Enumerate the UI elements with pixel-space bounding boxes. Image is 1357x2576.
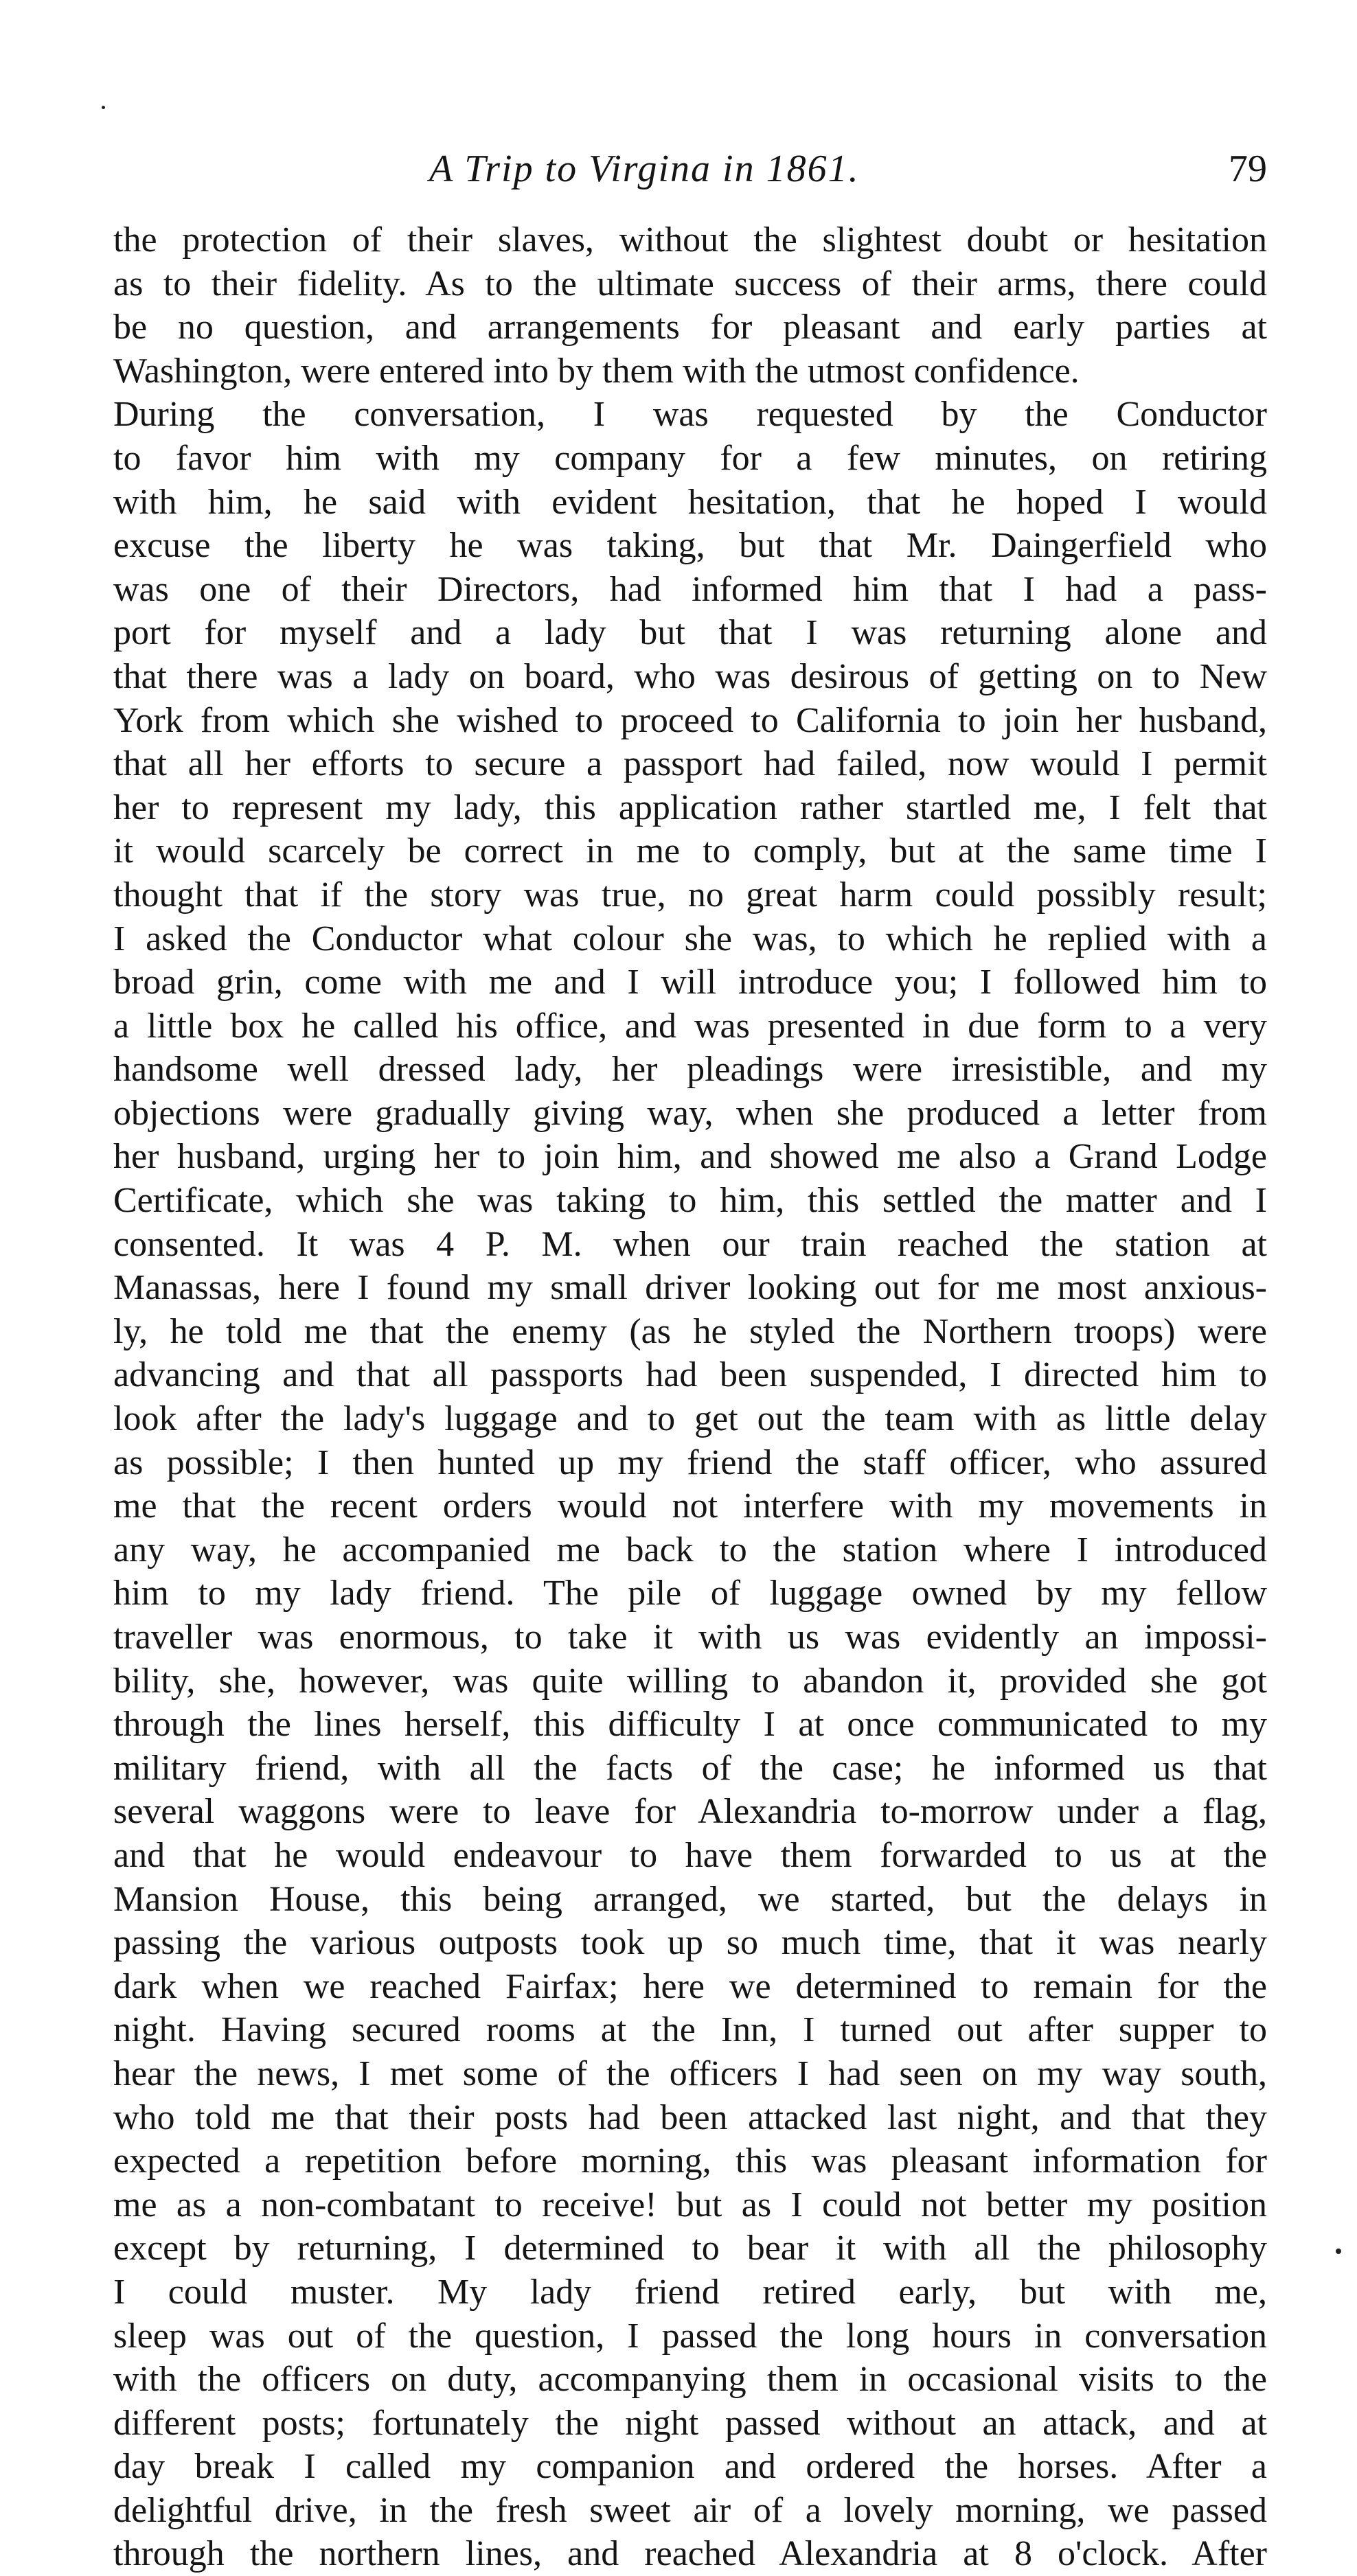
text-line: advancing and that all passports had been suspended, I directed him to xyxy=(113,1355,1267,1395)
text-line: that all her efforts to secure a passport had failed, now would I permit xyxy=(113,744,1267,784)
text-line: any way, he accompanied me back to the station where I introduced xyxy=(113,1530,1267,1569)
text-line: objections were gradually giving way, when she produced a letter from xyxy=(113,1093,1267,1133)
text-line: night. Having secured rooms at the Inn, I turned out after supper to xyxy=(113,2010,1267,2050)
text-line: with the officers on duty, accompanying them in occasional visits to the xyxy=(113,2360,1267,2400)
text-line: During the conversation, I was requested by the Conductor xyxy=(113,395,1267,435)
text-line: to favor him with my company for a few minutes, on retiring xyxy=(113,438,1267,478)
running-header xyxy=(113,147,1267,195)
text-line: as possible; I then hunted up my friend the staff officer, who assured xyxy=(113,1442,1267,1482)
text-line: day break I called my companion and ordered the horses. After a xyxy=(113,2447,1267,2487)
body-text xyxy=(113,218,1267,2576)
scan-speck xyxy=(1336,2249,1341,2254)
text-line: through the lines herself, this difficulty I at once communicated to my xyxy=(113,1705,1267,1745)
text-line: different posts; fortunately the night passed without an attack, and at xyxy=(113,2403,1267,2443)
text-line: handsome well dressed lady, her pleadings were irresistible, and my xyxy=(113,1050,1267,1090)
text-line: me as a non-combatant to receive! but as I could not better my position xyxy=(113,2185,1267,2224)
text-line: a little box he called his office, and was presented in due form to a very xyxy=(113,1006,1267,1046)
text-line: ly, he told me that the enemy (as he styled the Northern troops) were xyxy=(113,1311,1267,1351)
scan-speck xyxy=(102,106,105,109)
text-line: who told me that their posts had been attacked last night, and that they xyxy=(113,2097,1267,2137)
running-title: A Trip to Virgina in 1861. xyxy=(429,148,860,190)
text-line: consented. It was 4 P. M. when our train reached the station at xyxy=(113,1224,1267,1264)
text-line: traveller was enormous, to take it with us was evidently an impossi- xyxy=(113,1618,1267,1657)
text-line: except by returning, I determined to bear it with all the philosophy xyxy=(113,2229,1267,2268)
text-line: Washington, were entered into by them with the utmost confidence. xyxy=(113,351,1080,391)
text-line: York from which she wished to proceed to California to join her husband, xyxy=(113,700,1267,740)
text-line: hear the news, I met some of the officers I had seen on my way south, xyxy=(113,2054,1267,2093)
text-line: bility, she, however, was quite willing to abandon it, provided she got xyxy=(113,1661,1267,1701)
text-line: Certificate, which she was taking to him, this settled the matter and I xyxy=(113,1181,1267,1221)
text-line: I could muster. My lady friend retired early, but with me, xyxy=(113,2272,1267,2312)
text-line: excuse the liberty he was taking, but that Mr. Daingerfield who xyxy=(113,526,1267,566)
text-line: thought that if the story was true, no great harm could possibly result; xyxy=(113,875,1267,915)
text-line: passing the various outposts took up so much time, that it was nearly xyxy=(113,1923,1267,1963)
text-line: several waggons were to leave for Alexandria to-morrow under a flag, xyxy=(113,1792,1267,1832)
text-line: I asked the Conductor what colour she was, to which he replied with a xyxy=(113,919,1267,958)
text-line: dark when we reached Fairfax; here we determined to remain for the xyxy=(113,1966,1267,2006)
text-line: through the northern lines, and reached Alexandria at 8 o'clock. After xyxy=(113,2534,1267,2574)
text-line: her husband, urging her to join him, and showed me also a Grand Lodge xyxy=(113,1137,1267,1177)
text-line: look after the lady's luggage and to get out the team with as little delay xyxy=(113,1399,1267,1439)
text-line: be no question, and arrangements for pleasant and early parties at xyxy=(113,308,1267,347)
text-line: me that the recent orders would not interfere with my movements in xyxy=(113,1486,1267,1526)
text-line: that there was a lady on board, who was desirous of getting on to New xyxy=(113,656,1267,696)
text-line: and that he would endeavour to have them forwarded to us at the xyxy=(113,1835,1267,1875)
text-line: her to represent my lady, this application rather startled me, I felt that xyxy=(113,787,1267,827)
text-line: port for myself and a lady but that I was returning alone and xyxy=(113,613,1267,653)
text-line: broad grin, come with me and I will introduce you; I followed him to xyxy=(113,963,1267,1002)
text-line: delightful drive, in the fresh sweet air of a lovely morning, we passed xyxy=(113,2490,1267,2530)
text-line: expected a repetition before morning, this was pleasant information for xyxy=(113,2141,1267,2181)
text-line: sleep was out of the question, I passed the long hours in conversation xyxy=(113,2316,1267,2356)
text-line: was one of their Directors, had informed him that I had a pass- xyxy=(113,569,1267,609)
text-line: as to their fidelity. As to the ultimate success of their arms, there could xyxy=(113,264,1267,303)
text-line: military friend, with all the facts of the case; he informed us that xyxy=(113,1748,1267,1788)
text-line: him to my lady friend. The pile of luggage owned by my fellow xyxy=(113,1574,1267,1613)
text-line: with him, he said with evident hesitation, that he hoped I would xyxy=(113,482,1267,522)
text-line: the protection of their slaves, without the slightest doubt or hesitation xyxy=(113,220,1267,260)
page-number: 79 xyxy=(1229,148,1267,190)
text-line: Mansion House, this being arranged, we started, but the delays in xyxy=(113,1879,1267,1919)
text-line: Manassas, here I found my small driver looking out for me most anxious- xyxy=(113,1268,1267,1308)
text-line: it would scarcely be correct in me to comply, but at the same time I xyxy=(113,831,1267,871)
